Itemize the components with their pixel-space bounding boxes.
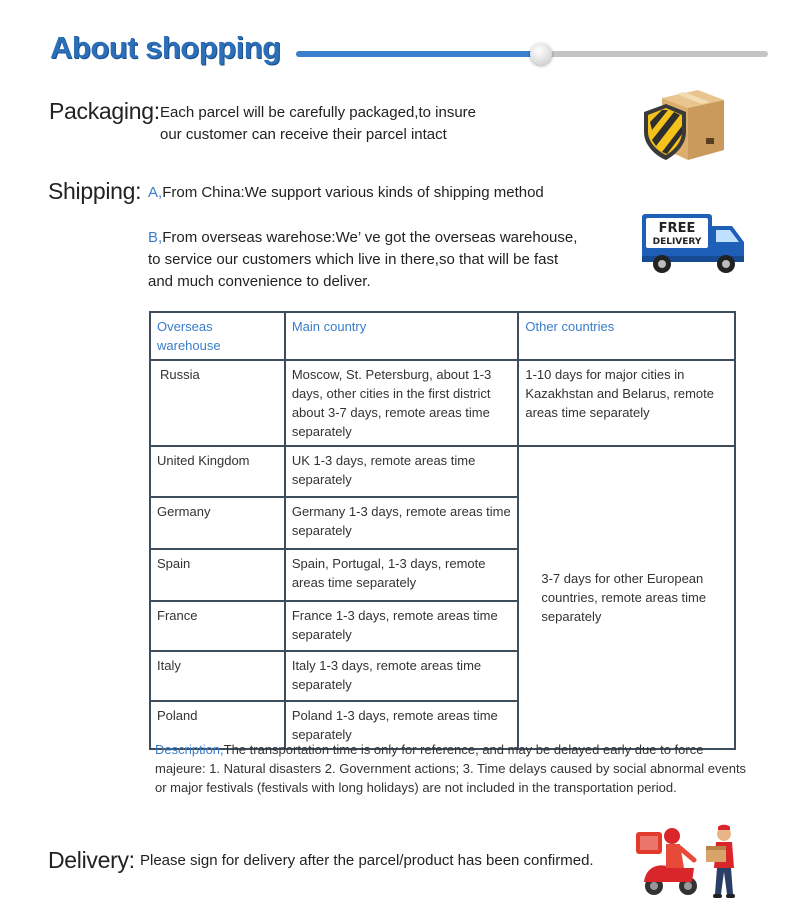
- packaging-label: Packaging:: [49, 98, 160, 124]
- warehouse-cell: Spain: [150, 549, 285, 601]
- main-country-cell: Moscow, St. Petersburg, about 1-3 days, other cities in the first district about 3-7 days, remote areas time separately: [285, 360, 519, 446]
- delivery-label: Delivery:: [48, 847, 135, 873]
- free-delivery-truck-icon: [640, 210, 748, 276]
- table-row: [150, 360, 735, 446]
- truck-badge-line1: FREE: [658, 221, 696, 236]
- header-other-countries: Other countries: [518, 312, 735, 360]
- shipping-label: Shipping:: [48, 178, 142, 204]
- description-note: [155, 740, 755, 797]
- warehouse-cell: United Kingdom: [150, 446, 285, 497]
- main-country-cell: Germany 1-3 days, remote areas time separately: [285, 497, 519, 549]
- option-b-line1: From overseas warehose:We’ ve got the overseas warehouse,: [162, 229, 578, 246]
- option-b-prefix: B,: [148, 229, 163, 246]
- shipping-time-table: [149, 311, 736, 750]
- option-a-text: From China:We support various kinds of shipping method: [162, 184, 544, 201]
- option-a-prefix: A,: [148, 184, 163, 201]
- warehouse-cell: Germany: [150, 497, 285, 549]
- description-prefix: Description,: [155, 742, 224, 757]
- warehouse-cell: Poland: [150, 701, 285, 749]
- courier-scooter-icon: [632, 822, 744, 900]
- europe-other-countries-cell: 3-7 days for other European countries, remote areas time separately: [518, 446, 735, 749]
- option-b-line3: and much convenience to deliver.: [148, 273, 371, 290]
- other-countries-cell: 1-10 days for major cities in Kazakhstan and Belarus, remote areas time separately: [518, 360, 735, 446]
- shipping-option-b: [148, 227, 577, 249]
- main-country-cell: Poland 1-3 days, remote areas time separately: [285, 701, 519, 749]
- description-text: The transportation time is only for reference, and may be delayed early due to force majeure: 1. Natural disasters 2. Government actions; 3. Time delays caused by social abnormal events or major festivals (festivals with long holidays) are not included in the transportation period.: [155, 742, 747, 795]
- table-header-row: [150, 312, 735, 360]
- page-title: About shopping: [50, 30, 281, 65]
- main-country-cell: Italy 1-3 days, remote areas time separately: [285, 651, 519, 701]
- warehouse-cell: Italy: [150, 651, 285, 701]
- packaging-line1: Each parcel will be carefully packaged,to insure: [160, 104, 477, 121]
- option-b-line2: to service our customers which live in there,so that will be fast: [148, 251, 559, 268]
- progress-thumb[interactable]: [530, 43, 552, 65]
- delivery-text: Please sign for delivery after the parcel/product has been confirmed.: [140, 852, 594, 869]
- header-warehouse: Overseas warehouse: [150, 312, 285, 360]
- main-country-cell: Spain, Portugal, 1-3 days, remote areas time separately: [285, 549, 519, 601]
- warehouse-cell: France: [150, 601, 285, 651]
- header-main-country: Main country: [285, 312, 519, 360]
- main-country-cell: France 1-3 days, remote areas time separately: [285, 601, 519, 651]
- packaging-line2: our customer can receive their parcel intact: [160, 126, 447, 143]
- main-country-cell: UK 1-3 days, remote areas time separately: [285, 446, 519, 497]
- truck-badge-line2: DELIVERY: [652, 237, 702, 247]
- progress-fill: [296, 51, 542, 57]
- shield-box-icon: [640, 86, 726, 164]
- warehouse-cell: Russia: [150, 360, 285, 446]
- shipping-option-a: [148, 182, 544, 204]
- table-row: [150, 446, 735, 497]
